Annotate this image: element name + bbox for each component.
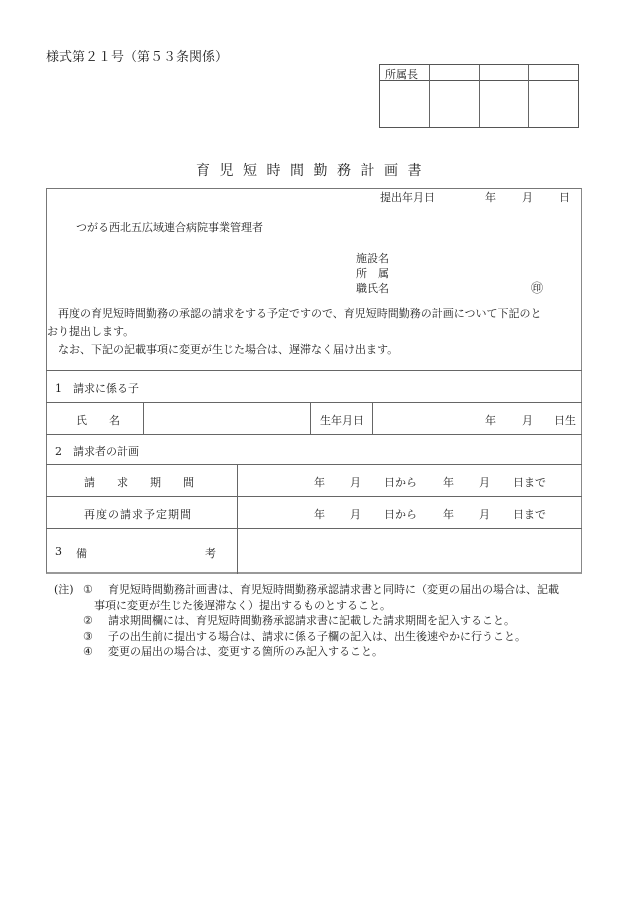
note-3-mark: ③ <box>83 629 93 643</box>
notes-section <box>54 582 559 660</box>
remarks-label-part-2: 考 <box>205 547 216 560</box>
note-1-mark: ① <box>83 583 93 596</box>
row-divider <box>46 528 582 529</box>
next-period-end-year[interactable]: 年 <box>443 508 454 521</box>
next-request-period-label: 再度の請求予定期間 <box>84 508 192 521</box>
child-name-label: 氏 名 <box>76 414 120 427</box>
row-divider <box>46 370 582 371</box>
section-2-heading: 2 請求者の計画 <box>55 445 139 458</box>
note-1-text: 育児短時間勤務計画書は、育児短時間勤務承認請求書と同時に（変更の届出の場合は、記載 <box>108 583 559 596</box>
column-divider <box>143 402 144 434</box>
request-period-end-month[interactable]: 月 <box>479 476 490 489</box>
submission-day[interactable]: 日 <box>559 191 570 204</box>
request-period-start-year[interactable]: 年 <box>314 476 325 489</box>
submission-date-label: 提出年月日 <box>380 191 435 204</box>
remarks-label-part-1: 備 <box>76 547 87 560</box>
birth-date-label: 生年月日 <box>320 414 364 427</box>
column-divider <box>310 402 311 434</box>
body-text-line-2: おり提出します。 <box>47 325 135 338</box>
section-1-heading: 1 請求に係る子 <box>55 382 139 395</box>
next-period-end-month[interactable]: 月 <box>479 508 490 521</box>
request-period-end-day[interactable]: 日まで <box>513 476 546 489</box>
note-1-continuation: 事項に変更が生じた後遅滞なく）提出するものとすること。 <box>94 598 391 612</box>
department-label: 所 属 <box>356 267 389 280</box>
child-name-field[interactable] <box>145 404 308 432</box>
approval-stamp-box <box>379 64 579 128</box>
row-divider <box>46 434 582 435</box>
row-divider <box>46 402 582 403</box>
document-title: 育児短時間勤務計画書 <box>196 163 431 179</box>
note-3-text: 子の出生前に提出する場合は、請求に係る子欄の記入は、出生後速やかに行うこと。 <box>108 629 526 643</box>
form-number: 様式第２１号（第５３条関係） <box>46 50 229 65</box>
approval-column-line <box>479 65 480 127</box>
addressee: つがる西北五広域連合病院事業管理者 <box>76 221 263 234</box>
approval-label: 所属長 <box>385 68 418 81</box>
note-2-mark: ② <box>83 614 93 627</box>
section-3-number: 3 <box>55 545 62 558</box>
job-title-name-label: 職氏名 <box>356 282 389 295</box>
facility-name-label: 施設名 <box>356 252 389 265</box>
row-divider <box>46 496 582 497</box>
note-4-text: 変更の届出の場合は、変更する箇所のみ記入すること。 <box>108 645 383 658</box>
body-text-line-3: なお、下記の記載事項に変更が生じた場合は、遅滞なく届け出ます。 <box>47 343 399 356</box>
approval-column-line <box>429 65 430 127</box>
column-divider <box>372 402 373 434</box>
request-period-label: 請 求 期 間 <box>84 476 194 489</box>
column-divider <box>237 464 238 574</box>
request-period-start-month[interactable]: 月 <box>350 476 361 489</box>
request-period-start-day[interactable]: 日から <box>384 476 417 489</box>
row-divider <box>46 464 582 465</box>
next-period-start-month[interactable]: 月 <box>350 508 361 521</box>
submission-year[interactable]: 年 <box>485 191 496 204</box>
body-text-line-1: 再度の育児短時間勤務の承認の請求をする予定ですので、育児短時間勤務の計画について下記のと <box>47 307 542 320</box>
seal-mark: ㊞ <box>531 281 544 295</box>
birth-day[interactable]: 日生 <box>554 414 576 427</box>
next-period-end-day[interactable]: 日まで <box>513 508 546 521</box>
note-4-mark: ④ <box>83 645 93 658</box>
birth-month[interactable]: 月 <box>522 414 533 427</box>
next-period-start-year[interactable]: 年 <box>314 508 325 521</box>
request-period-end-year[interactable]: 年 <box>443 476 454 489</box>
next-period-start-day[interactable]: 日から <box>384 508 417 521</box>
submission-month[interactable]: 月 <box>522 191 533 204</box>
approval-column-line <box>528 65 529 127</box>
notes-prefix: (注) <box>54 583 74 596</box>
note-2-text: 請求期間欄には、育児短時間勤務承認請求書に記載した請求期間を記入すること。 <box>108 614 515 627</box>
birth-year[interactable]: 年 <box>485 414 496 427</box>
remarks-field[interactable] <box>239 530 580 572</box>
